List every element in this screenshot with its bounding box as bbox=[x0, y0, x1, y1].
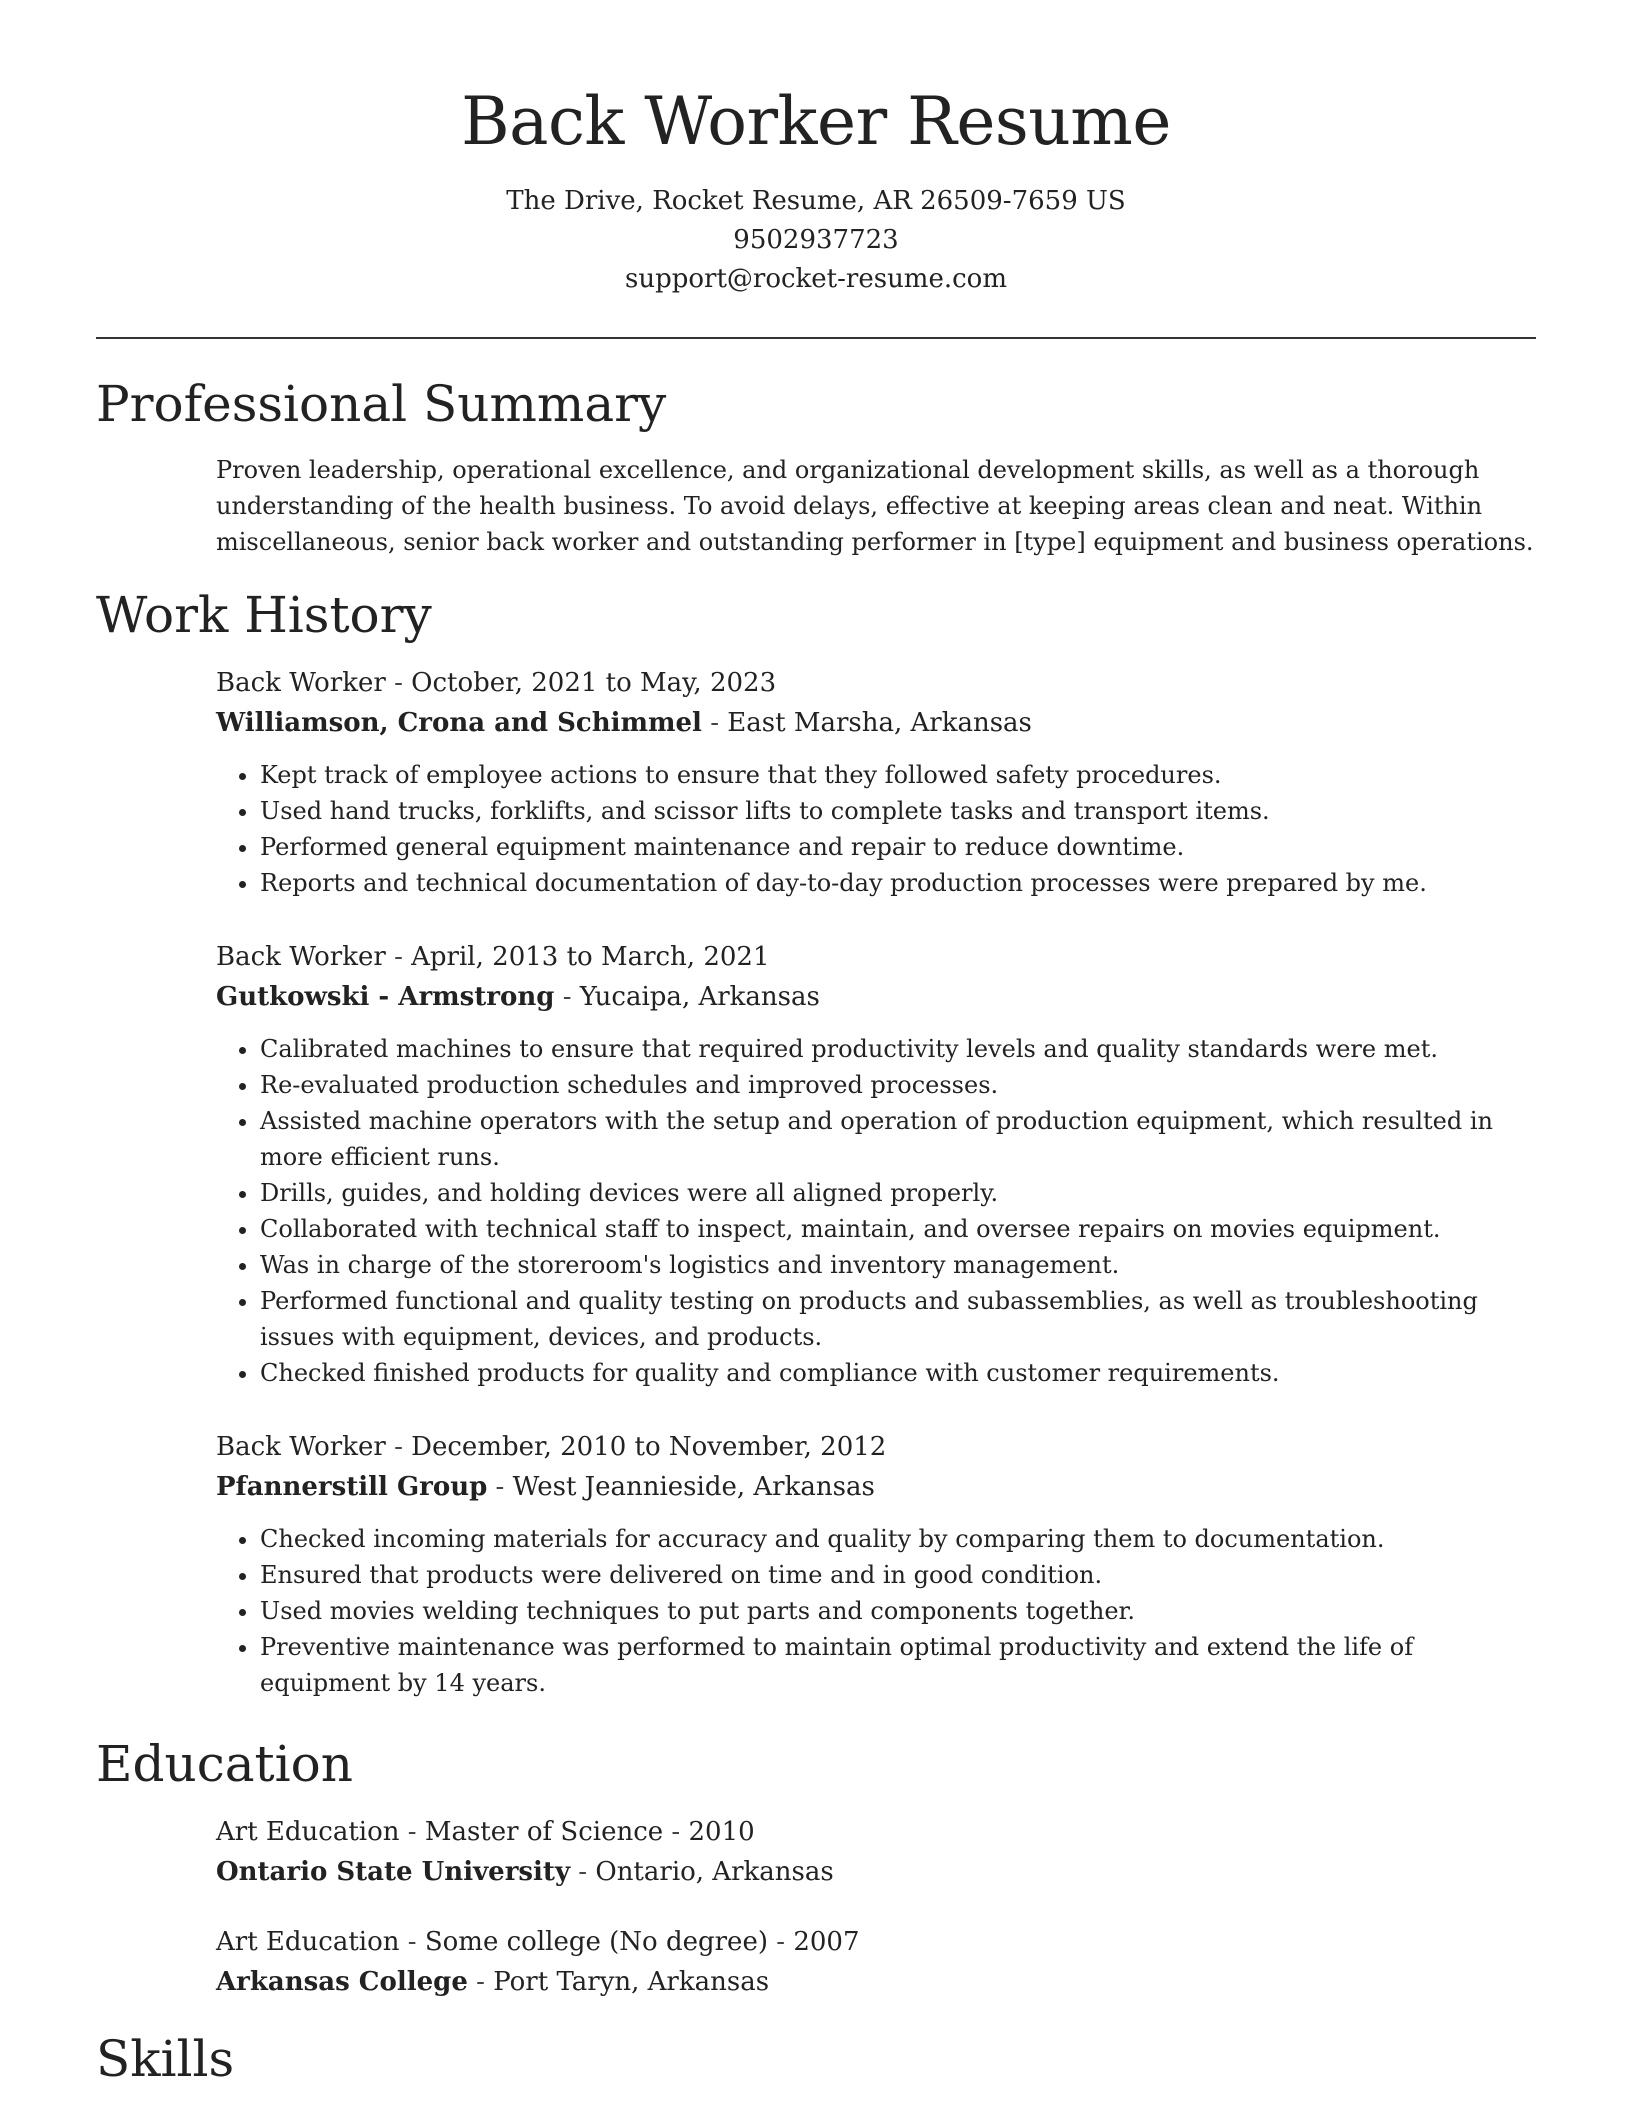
job-bullet: • Performed general equipment maintenance and repair to reduce downtime. bbox=[260, 829, 1536, 865]
job-employer: Gutkowski - Armstrong bbox=[216, 981, 555, 1012]
job-bullet: • Checked finished products for quality and compliance with customer requirements. bbox=[260, 1355, 1536, 1391]
summary-text: Proven leadership, operational excellence, and organizational development skills, as well as a thorough understanding of the health business. To avoid delays, effective at keeping areas clean and neat. Within miscellaneous, senior back worker and outstanding performer in [type] equipment and business operations. bbox=[216, 455, 1534, 556]
summary-body bbox=[96, 452, 1536, 560]
job-bullets bbox=[216, 1521, 1536, 1701]
education-degree: Some college (No degree) bbox=[424, 1926, 768, 1957]
job-entry bbox=[216, 1427, 1536, 1701]
job-employer-line: Pfannerstill Group - West Jeannieside, Arkansas bbox=[216, 1471, 875, 1502]
education-degree-line: Art Education - Master of Science - 2010 bbox=[216, 1816, 755, 1847]
education-entry bbox=[216, 1922, 1536, 2002]
education-body bbox=[96, 1812, 1536, 2002]
job-location: West Jeannieside, Arkansas bbox=[512, 1471, 875, 1502]
job-bullet: • Assisted machine operators with the setup and operation of production equipment, which resulted in more efficient runs. bbox=[260, 1103, 1536, 1175]
resume-title: Back Worker Resume bbox=[461, 83, 1171, 160]
education-section bbox=[96, 1734, 1536, 2002]
education-year: 2007 bbox=[793, 1926, 860, 1957]
job-title-line: Back Worker - April, 2013 to March, 2021 bbox=[216, 941, 770, 972]
job-bullet: • Checked incoming materials for accuracy and quality by comparing them to documentation. bbox=[260, 1521, 1536, 1557]
phone: 9502937723 bbox=[733, 224, 899, 255]
work-history-heading: Work History bbox=[96, 585, 432, 644]
job-title-line: Back Worker - December, 2010 to November, 2012 bbox=[216, 1431, 887, 1462]
education-field: Art Education bbox=[216, 1816, 400, 1847]
job-bullet: • Used movies welding techniques to put parts and components together. bbox=[260, 1593, 1536, 1629]
job-bullet: • Was in charge of the storeroom's logistics and inventory management. bbox=[260, 1247, 1536, 1283]
job-bullets bbox=[216, 757, 1536, 901]
summary-section bbox=[96, 374, 1536, 560]
job-bullet: • Re-evaluated production schedules and improved processes. bbox=[260, 1067, 1536, 1103]
work-history-body bbox=[96, 663, 1536, 1701]
education-school-line: Arkansas College - Port Taryn, Arkansas bbox=[216, 1966, 770, 1997]
contact-block bbox=[96, 182, 1536, 299]
skills-heading: Skills bbox=[96, 2029, 235, 2088]
job-entry bbox=[216, 937, 1536, 1391]
job-entry bbox=[216, 663, 1536, 901]
job-bullet: • Used hand trucks, forklifts, and scissor lifts to complete tasks and transport items. bbox=[260, 793, 1536, 829]
address: The Drive, Rocket Resume, AR 26509-7659 US bbox=[506, 185, 1126, 216]
job-bullet: • Performed functional and quality testing on products and subassemblies, as well as troubleshooting issues with equipment, devices, and products. bbox=[260, 1283, 1536, 1355]
summary-heading: Professional Summary bbox=[96, 374, 667, 433]
education-entry bbox=[216, 1812, 1536, 1892]
education-school: Ontario State University bbox=[216, 1856, 571, 1887]
job-bullet: • Preventive maintenance was performed to maintain optimal productivity and extend the life of equipment by 14 years. bbox=[260, 1629, 1536, 1701]
job-bullet: • Reports and technical documentation of day-to-day production processes were prepared by me. bbox=[260, 865, 1536, 901]
education-location: Ontario, Arkansas bbox=[595, 1856, 834, 1887]
job-dates: December, 2010 to November, 2012 bbox=[411, 1431, 887, 1462]
education-degree: Master of Science bbox=[424, 1816, 664, 1847]
skills-section bbox=[96, 2029, 1536, 2088]
email: support@rocket-resume.com bbox=[624, 263, 1007, 294]
job-employer: Pfannerstill Group bbox=[216, 1471, 488, 1502]
job-position: Back Worker bbox=[216, 667, 386, 698]
job-location: East Marsha, Arkansas bbox=[727, 707, 1032, 738]
job-location: Yucaipa, Arkansas bbox=[579, 981, 820, 1012]
job-employer-line: Gutkowski - Armstrong - Yucaipa, Arkansas bbox=[216, 981, 820, 1012]
education-heading: Education bbox=[96, 1734, 353, 1793]
header-divider bbox=[96, 337, 1536, 339]
job-dates: April, 2013 to March, 2021 bbox=[411, 941, 770, 972]
job-employer-line: Williamson, Crona and Schimmel - East Marsha, Arkansas bbox=[216, 707, 1032, 738]
education-location: Port Taryn, Arkansas bbox=[493, 1966, 770, 1997]
education-degree-line: Art Education - Some college (No degree) - 2007 bbox=[216, 1926, 860, 1957]
job-bullet: • Kept track of employee actions to ensure that they followed safety procedures. bbox=[260, 757, 1536, 793]
job-position: Back Worker bbox=[216, 941, 386, 972]
job-dates: October, 2021 to May, 2023 bbox=[411, 667, 777, 698]
job-bullet: • Drills, guides, and holding devices were all aligned properly. bbox=[260, 1175, 1536, 1211]
education-year: 2010 bbox=[688, 1816, 755, 1847]
resume-header bbox=[96, 0, 1536, 299]
education-field: Art Education bbox=[216, 1926, 400, 1957]
job-employer: Williamson, Crona and Schimmel bbox=[216, 707, 702, 738]
job-position: Back Worker bbox=[216, 1431, 386, 1462]
job-bullet: • Calibrated machines to ensure that required productivity levels and quality standards were met. bbox=[260, 1031, 1536, 1067]
job-bullet: • Collaborated with technical staff to inspect, maintain, and oversee repairs on movies equipment. bbox=[260, 1211, 1536, 1247]
job-title-line: Back Worker - October, 2021 to May, 2023 bbox=[216, 667, 777, 698]
education-school: Arkansas College bbox=[216, 1966, 468, 1997]
job-bullets bbox=[216, 1031, 1536, 1391]
job-bullet: • Ensured that products were delivered on time and in good condition. bbox=[260, 1557, 1536, 1593]
education-school-line: Ontario State University - Ontario, Arkansas bbox=[216, 1856, 834, 1887]
work-history-section bbox=[96, 585, 1536, 1701]
